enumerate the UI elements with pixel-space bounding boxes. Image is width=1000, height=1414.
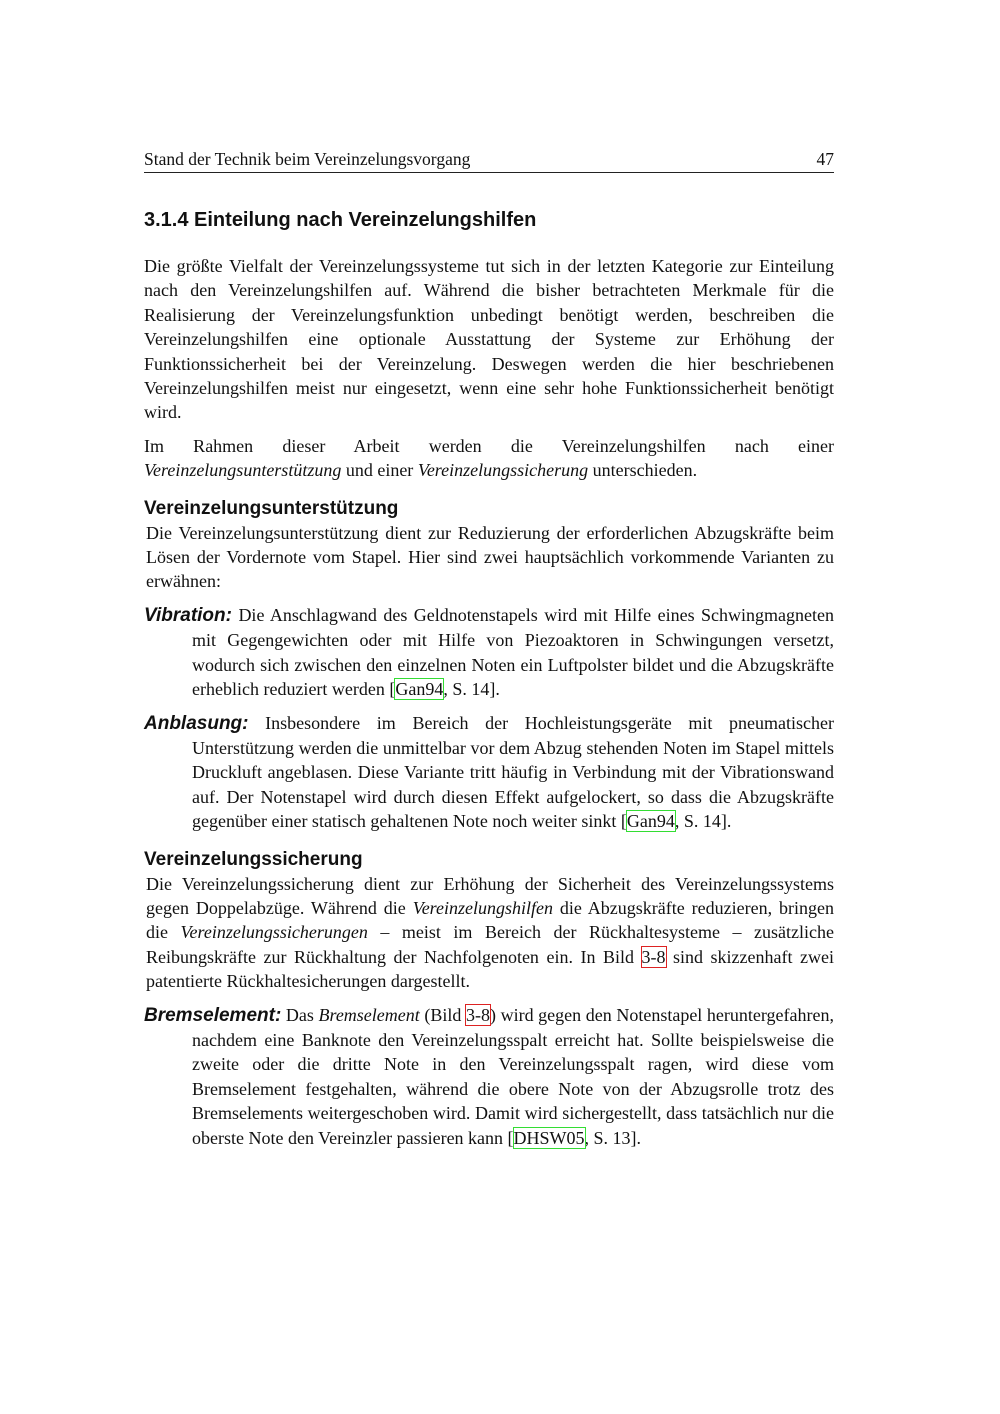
- list-item-vibration: Vibration: Die Anschlagwand des Geldnotenstapels wird mit Hilfe eines Schwingmagneten mit Gegengewichten oder mit Hilfe von Piezoaktoren in Schwingungen versetzt, wodurch sich zwischen den einzelnen Noten ein Luftpolster bildet und die Abzugskräfte erheblich reduziert werden [Gan94, S. 14].: [144, 604, 834, 700]
- list-item-bremselement: Bremselement: Das Bremselement (Bild 3-8) wird gegen den Notenstapel heruntergefahren, nachdem eine Banknote den Vereinzelungsspalt erreicht hat. Sollte beispielsweise die zweite oder die dritte Note in den Vereinzelungsspalt ragen, wird diese vom Bremselement festgehalten, während die obere Note von der Abzugsrolle trotz des Bremselements weitergeschoben wird. Damit wird sichergestellt, dass tatsächlich nur die oberste Note den Vereinzler passieren kann [DHSW05, S. 13].: [144, 1004, 834, 1148]
- item-label-bremselement: Bremselement:: [144, 1004, 282, 1026]
- citation-link-dhsw05[interactable]: DHSW05: [513, 1127, 585, 1148]
- subheading-unterstuetzung: Vereinzelungsunterstützung: [144, 497, 399, 519]
- page-number: 47: [816, 149, 834, 169]
- paragraph-intro: Die größte Vielfalt der Vereinzelungssysteme tut sich in der letzten Kategorie zur Einteilung nach den Vereinzelungshilfen auf. Während die bisher betrachteten Merkmale für die Realisierung der Vereinzelungsfunktion unbedingt benötigt werden, beschreiben die Vereinzelungshilfen eine optionale Ausstattung der Systeme zur Erhöhung der Funktionssicherheit bei der Vereinzelung. Deswegen werden die hier beschriebenen Vereinzelungshilfen meist nur eingesetzt, wenn eine sehr hohe Funktionssicherheit benötigt wird.: [144, 256, 834, 423]
- item-label-anblasung: Anblasung:: [144, 712, 249, 734]
- paragraph-distinction: Im Rahmen dieser Arbeit werden die Vereinzelungshilfen nach einer Vereinzelungsunterstützung und einer Vereinzelungssicherung unterschieden.: [144, 435, 834, 481]
- running-title: Stand der Technik beim Vereinzelungsvorgang: [144, 149, 471, 169]
- subheading-sicherung: Vereinzelungssicherung: [144, 848, 363, 870]
- list-item-anblasung: Anblasung: Insbesondere im Bereich der Hochleistungsgeräte mit pneumatischer Unterstützung werden die unmittelbar vor dem Abzug stehenden Noten im Stapel mittels Druckluft angeblasen. Diese Variante tritt häufig in Verbindung mit der Vibrationswand auf. Der Notenstapel wird durch diesen Effekt aufgelockert, so dass die Abzugskräfte gegenüber einer statisch gehaltenen Note noch weiter sinkt [Gan94, S. 14].: [144, 712, 834, 832]
- term-vereinzelungssicherung: Vereinzelungssicherung: [417, 460, 589, 481]
- citation-link-gan94[interactable]: Gan94: [626, 811, 675, 832]
- section-heading: 3.1.4 Einteilung nach Vereinzelungshilfen: [144, 209, 537, 231]
- figure-ref-link[interactable]: 3-8: [641, 946, 666, 967]
- body-text: [144, 254, 834, 1150]
- term-vereinzelungsunterstuetzung: Vereinzelungsunterstützung: [144, 460, 342, 481]
- figure-ref-link[interactable]: 3-8: [465, 1004, 490, 1025]
- item-label-vibration: Vibration:: [144, 604, 232, 626]
- paragraph-sicherung: Die Vereinzelungssicherung dient zur Erhöhung der Sicherheit des Vereinzelungssystems gegen Doppelabzüge. Während die Vereinzelungshilfen die Abzugskräfte reduzieren, bringen die Vereinzelungssicherungen – meist im Bereich der Rückhaltesysteme – zusätzliche Reibungskräfte zur Rückhaltung der Nachfolgenoten ein. In Bild 3-8 sind skizzenhaft zwei patentierte Rückhaltesicherungen dargestellt.: [146, 873, 835, 992]
- citation-link-gan94[interactable]: Gan94: [395, 679, 444, 700]
- running-header: [144, 148, 834, 173]
- paragraph-unterstuetzung: Die Vereinzelungsunterstützung dient zur Reduzierung der erforderlichen Abzugskräfte beim Lösen der Vordernote vom Stapel. Hier sind zwei hauptsächlich vorkommende Varianten zu erwähnen:: [146, 522, 834, 592]
